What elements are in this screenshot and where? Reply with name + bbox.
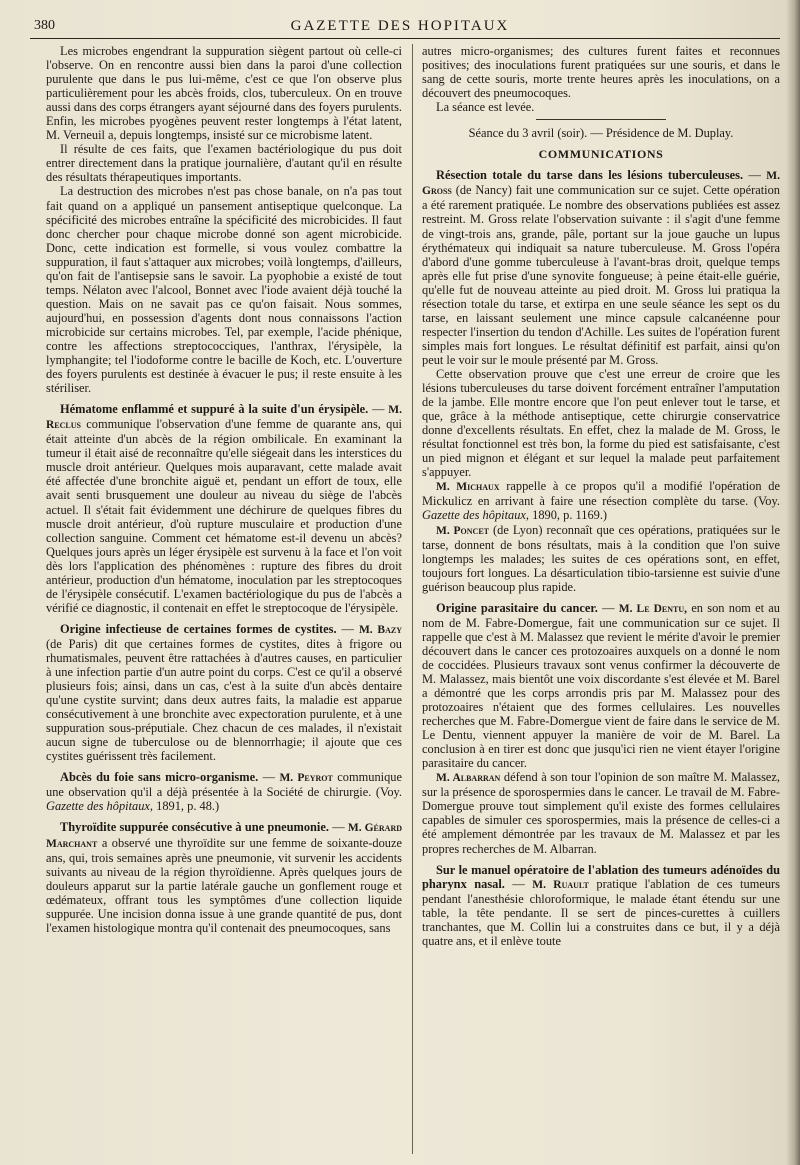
paragraph-poncet — [422, 523, 780, 594]
author-name: M. Albarran — [436, 772, 501, 785]
section-title: Origine infectieuse de certaines formes de cystites. — [60, 621, 337, 636]
section-title: Origine parasitaire du cancer. — [436, 600, 598, 615]
section-body: rappelle à ce propos qu'il a modifié l'opération de Mickulicz en arrivant à faire une résection complète du tarse. (Voy. — [422, 479, 780, 509]
section-title: Hématome enflammé et suppuré à la suite d'un érysipèle. — [60, 402, 369, 417]
author-name: M. Le Dentu, — [618, 602, 688, 615]
author-name: M. Michaux — [436, 481, 500, 494]
section-body: a observé une thyroïdite sur une femme de soixante-douze ans, qui, trois semaines après une pneumonie, vit survenir les accidents suivants au niveau de la région thyroïdienne. Après quelques jours de douleurs apparut sur la partie latérale gauche un gonflement rouge et œdémateux, offrant tous les symptômes d'une collection liquide suppurée. Une incision donna issue à une grande quantité de pus, dont l'examen histologique montra qu'il contenait des pneumocoques, sans — [46, 835, 402, 935]
session-line: Séance du 3 avril (soir). — Présidence de M. Duplay. — [468, 126, 734, 141]
section-body: 1891, p. 48.) — [156, 799, 220, 814]
session-closed: La séance est levée. — [436, 100, 535, 115]
paragraph-michaux — [422, 479, 780, 522]
section-title: Sur le manuel opératoire de l'ablation des tumeurs adénoïdes du pharynx nasal. — [422, 862, 780, 891]
section-thyroidite: Thyroïdite suppurée consécutive à une pneumonie. — M. Gérard Marchant a observé une thyroïdite sur une femme de soixante-douze ans, qui, trois semaines après une pneumonie, vit survenir les accidents suivants au niveau de la région thyroïdienne. Après quelques jours de douleurs apparut sur la partie latérale gauche un gonflement rouge et œdémateux, offrant tous les symptômes d'une collection liquide suppurée. Une incision donna issue à une grande quantité de pus, dont l'examen histologique montra qu'il contenait des pneumocoques, sans — [46, 820, 402, 935]
paragraph: autres micro-organismes; des cultures furent faites et reconnues positives; des inoculations furent pratiquées sur une souris, et dans le sang de cette souris, morte trente heures après les inoculations, on a découvert des pneumocoques. — [422, 44, 780, 101]
book-spine-shadow — [786, 0, 800, 1165]
section-body: (de Lyon) reconnaît que ces opérations, pratiquées sur le tarse, donnent de bons résultats, mais à la condition que l'on suive longtemps les malades; les suites de ces opérations sont, en effet, toujours fort longues. La désarticulation tibio-tarsienne est suivie d'une guérison beaucoup plus rapide. — [422, 522, 780, 594]
running-title: GAZETTE DES HOPITAUX — [290, 18, 510, 34]
section-body: communique une observation qu'il a déjà présentée à la Société de chirurgie. (Voy. — [46, 770, 402, 800]
author-name: M. Bazy — [358, 623, 402, 636]
section-cystites: Origine infectieuse de certaines formes de cystites. — M. Bazy (de Paris) dit que certaines formes de cystites, dites à frigore ou rhumatismales, peuvent être rattachées à d'autres causes, en particulier à une infection partie d'un autre point du corps. C'est ce qu'il a observé plusieurs fois; ainsi, dans un cas, c'est à la suite d'un abcès dentaire qu'une cystite survint; dans deux autres faits, la maladie est apparue consécutivement à une bronchite avec expectoration purulente, et à une suppuration sous-préputiale. Chez chacun de ces malades, il n'existait aucun signe de tuberculose ou de blennorrhagie; il ajoute que ces cystites guérissent très facilement. — [46, 621, 402, 764]
section-abces-foie: Abcès du foie sans micro-organisme. — M. Peyrot communique une observation qu'il a déjà présentée à la Société de chirurgie. (Voy. Gazette des hôpitaux, 1891, p. 48.) — [46, 770, 402, 814]
paragraph: Il résulte de ces faits, que l'examen bactériologique du pus doit entrer directement dans la pratique journalière, d'autant qu'il en résulte des résultats thérapeutiques importants. — [46, 142, 402, 185]
paragraph-albarran — [422, 770, 780, 855]
separator-rule — [536, 119, 666, 120]
author-name: M. Gross — [422, 170, 780, 198]
author-name: M. Gérard Marchant — [46, 822, 402, 850]
section-hematome: Hématome enflammé et suppuré à la suite d'un érysipèle. — M. Reclus communique l'observation d'une femme de quarante ans, qui était atteinte d'un abcès de la région ombilicale. En examinant la tumeur il était aisé de reconnaître qu'elle siégeait dans les interstices du muscle droit antérieur. Quelques mois auparavant, cette malade avait été affectée d'une bronchite aiguë et, pendant un effort de toux, elle avait senti brusquement une douleur au niveau du siège de l'abcès actuel. Il s'était fait évidemment une déchirure de quelques fibres du muscle droit antérieur, d'où rupture musculaire et production d'une collection sanguine. Comment cet hématome est-il devenu un abcès? Quelques jours après un léger érysipèle est survenu à la face et l'on voit dès lors l'application des phénomènes : rupture des fibres du droit antérieur, production d'un hématome, inoculation par les streptocoques de l'érysipèle consécutif. L'examen bactériologique du pus de l'abcès a vérifié ce diagnostic, il contenait en effet le streptocoque de l'érysipèle. — [46, 402, 402, 615]
paragraph: La destruction des microbes n'est pas chose banale, on n'a pas tout fait quand on a appliqué un pansement antiseptique quelconque. La spécificité des microbes entraîne la spécificité des microbicides. Il faut donc chercher pour chaque microbe donné son agent microbicide. Donc, cette indication est formelle, si vous voulez combattre la suppuration, il faut s'attaquer aux microbes; voilà longtemps, d'ailleurs, qu'on fait de l'antisepsie sans le savoir. La pyophobie a existé de tout temps. Nélaton avec l'alcool, Bonnet avec l'iode avaient déjà touché la question. Mais on ne savait pas ce qu'on faisait. Nous sommes, aujourd'hui, en possession d'agents dont nous connaissons l'action microbicide sur certains microbes. Tel, par exemple, l'acide phénique, contre les affections streptococciques, l'anthrax, l'érysipèle, la lymphangite; tel l'iodoforme contre le bacille de Koch, etc. L'ouverture des foyers purulents est destinée à évacuer le pus; il reste ensuite à les stériliser. — [46, 184, 402, 396]
section-body: pratique l'ablation de ces tumeurs pendant l'anesthésie chloroformique, le malade étant étendu sur une table, la tête pendante. Il se sert de pinces-curettes à cuillers tranchantes, que M. Collin lui a construites dans ce but, il y a déjà quatre ans, et il enlève toute — [422, 876, 780, 948]
column-divider — [412, 44, 413, 1154]
section-body: en son nom et au nom de M. Fabre-Domergue, fait une communication sur ce sujet. Il rappelle que c'est à M. Malassez que revient le mérite d'avoir le premier découvert dans le cancer ces protozoaires auxquels on a donné le nom de coccidées. Plusieurs travaux sont venus confirmer la découverte de M. Malassez, mais bientôt une voix discordante s'est élevée et M. Barel a démontré que les corps arrondis pris par M. Malassez pour des protozoaires n'étaient que des formes cellulaires. Les nouvelles recherches que M. Fabre-Domergue vient de faire dans le service de M. Le Dentu, viennent appuyer la manière de voir de M. Barel. La conclusion à en tirer est donc que jusqu'ici rien ne vient étayer l'origine parasitaire du cancer. — [422, 600, 780, 771]
section-tarse: Résection totale du tarse dans les lésions tuberculeuses. — M. Gross (de Nancy) fait une communication sur ce sujet. Cette opération a été rarement pratiquée. Le nombre des observations publiées est assez restreint. M. Gross relate l'observation suivante : il s'agit d'une femme de vingt-trois ans, grande, pâle, portant sur la joue gauche un lupus érythémateux qui indiquait sa nature tuberculeuse. M. Gross l'opéra d'abord d'une gomme tuberculeuse à l'avant-bras droit, quelque temps après elle fut prise d'une synovite fongueuse; à peine était-elle guérie, qu'elle fut de nouveau atteinte au pied droit. M. Gross lui pratiqua la résection totale du tarse, et extirpa en une seule séance les sept os du tarse, en laissant seulement une mince capsule calcanéenne pour respecter l'insertion du tendon d'Achille. Les suites de l'opération furent simples mais fort longues. Le résultat définitif est parfait, ainsi qu'on peut le voir sur le moule présenté par M. Gross. — [422, 168, 780, 367]
journal-reference: Gazette des hôpitaux, — [46, 799, 154, 814]
section-adenoides: Sur le manuel opératoire de l'ablation des tumeurs adénoïdes du pharynx nasal. — M. Ruault pratique l'ablation de ces tumeurs pendant l'anesthésie chloroformique, le malade étant étendu sur une table, la tête pendante. Il se sert de pinces-curettes à cuillers tranchantes, que M. Collin lui a construites dans ce but, il y a déjà quatre ans, et il enlève toute — [422, 862, 780, 948]
left-column — [46, 44, 402, 935]
page-header — [30, 12, 770, 38]
section-body: 1890, p. 1169.) — [532, 508, 608, 523]
author-name: M. Peyrot — [279, 772, 333, 785]
section-body: (de Paris) dit que certaines formes de cystites, dites à frigore ou rhumatismales, peuvent être rattachées à d'autres causes, en particulier à une infection partie d'un autre point du corps. C'est ce qu'il a observé plusieurs fois; ainsi, dans un cas, c'est à la suite d'un abcès dentaire qu'une cystite survint; dans deux autres faits, la maladie est apparue consécutivement à une bronchite avec expectoration purulente, et à une suppuration sous-préputiale. Chez chacun de ces malades, il n'existait aucun signe de tuberculose ou de blennorrhagie; il ajoute que ces cystites guérissent très facilement. — [46, 636, 402, 764]
header-rule — [30, 38, 780, 39]
right-column — [422, 44, 780, 948]
author-name: M. Poncet — [436, 524, 489, 537]
section-title: Résection totale du tarse dans les lésions tuberculeuses. — [436, 168, 744, 183]
author-name: M. Ruault — [532, 878, 589, 891]
author-name: M. Reclus — [46, 404, 402, 432]
section-body: communique l'observation d'une femme de quarante ans, qui était atteinte d'un abcès de la région ombilicale. En examinant la tumeur il était aisé de reconnaître qu'elle siégeait dans les interstices du muscle droit antérieur. Quelques mois auparavant, cette malade avait été affectée d'une bronchite aiguë et, pendant un effort de toux, elle avait senti brusquement une douleur au niveau du siège de l'abcès actuel. Il s'était fait évidemment une déchirure de quelques fibres du muscle droit antérieur, d'où rupture musculaire et production d'une collection sanguine. Comment cet hématome est-il devenu un abcès? Quelques jours après un léger érysipèle est survenu à la face et l'on voit dès lors l'application des phénomènes : rupture des fibres du droit antérieur, production d'un hématome, inoculation par les streptocoques de l'érysipèle consécutif. L'examen bactériologique du pus de l'abcès a vérifié ce diagnostic, il contenait en effet le streptocoque de l'érysipèle. — [46, 417, 402, 615]
section-title: Thyroïdite suppurée consécutive à une pneumonie. — [60, 820, 329, 835]
section-body: défend à son tour l'opinion de son maître M. Malassez, sur la présence de sporospermies dans le cancer. Le travail de M. Fabre-Domergue prouve tout simplement qu'il existe des formes cellulaires capables de simuler ces sporospermies, mais la présence de celles-ci a été amplement démontrée par les travaux de M. Malassez et par les propres recherches de M. Albarran. — [422, 770, 780, 856]
section-heading: COMMUNICATIONS — [538, 147, 664, 162]
journal-reference: Gazette des hôpitaux, — [422, 508, 530, 523]
paragraph: Les microbes engendrant la suppuration siègent partout où celle-ci l'observe. On en rencontre aussi bien dans la paroi d'une collection purulente que dans le pus lui-même, c'est ce que l'on observe plus particulièrement pour les abcès froids, clos, tuberculeux. On en trouve aussi dans des corps étrangers ayant séjourné dans des foyers purulents. Enfin, les microbes pyogènes peuvent rester longtemps à l'état latent, M. Verneuil a, depuis longtemps, insisté sur ce microbisme latent. — [46, 44, 402, 143]
section-title: Abcès du foie sans micro-organisme. — [60, 770, 259, 785]
paragraph: Cette observation prouve que c'est une erreur de croire que les lésions tuberculeuses du tarse doivent forcément entraîner l'amputation de la jambe. Elle montre encore que l'on peut enlever tout le tarse, et que, grâce à la méthode antiseptique, cette chirurgie conservatrice donne d'excellents résultats. En effet, chez la malade de M. Gross, le résultat fonctionnel est très bon, la forme du pied est satisfaisante, c'est un pied mignon et élégant et sur lequel la malade peut parfaitement s'appuyer. — [422, 366, 780, 480]
page-number: 380 — [34, 18, 55, 33]
section-body: (de Nancy) fait une communication sur ce sujet. Cette opération a été rarement pratiquée. Le nombre des observations publiées est assez restreint. M. Gross relate l'observation suivante : il s'agit d'une femme de vingt-trois ans, grande, pâle, portant sur la joue gauche un lupus érythémateux qui indiquait sa nature tuberculeuse. M. Gross l'opéra d'abord d'une gomme tuberculeuse à l'avant-bras droit, quelque temps après elle fut prise d'une synovite fongueuse; à peine était-elle guérie, qu'elle fut de nouveau atteinte au pied droit. M. Gross lui pratiqua la résection totale du tarse, et extirpa en une seule séance les sept os du tarse, en laissant seulement une mince capsule calcanéenne pour respecter l'insertion du tendon d'Achille. Les suites de l'opération furent simples mais fort longues. Le résultat définitif est parfait, ainsi qu'on peut le voir sur le moule présenté par M. Gross. — [422, 183, 780, 367]
section-cancer: Origine parasitaire du cancer. — M. Le Dentu, en son nom et au nom de M. Fabre-Domergue, fait une communication sur ce sujet. Il rappelle que c'est à M. Malassez que revient le mérite d'avoir le premier découvert dans le cancer ces protozoaires auxquels on a donné le nom de coccidées. Plusieurs travaux sont venus confirmer la découverte de M. Malassez, mais bientôt une voix discordante s'est élevée et M. Barel a démontré que les corps arrondis pris par M. Malassez pour des protozoaires n'étaient que des formes cellulaires. Les nouvelles recherches que M. Fabre-Domergue vient de faire dans le service de M. Le Dentu, viennent appuyer la manière de voir de M. Barel. La conclusion à en tirer est donc que jusqu'ici rien ne vient étayer l'origine parasitaire du cancer. — [422, 600, 780, 771]
